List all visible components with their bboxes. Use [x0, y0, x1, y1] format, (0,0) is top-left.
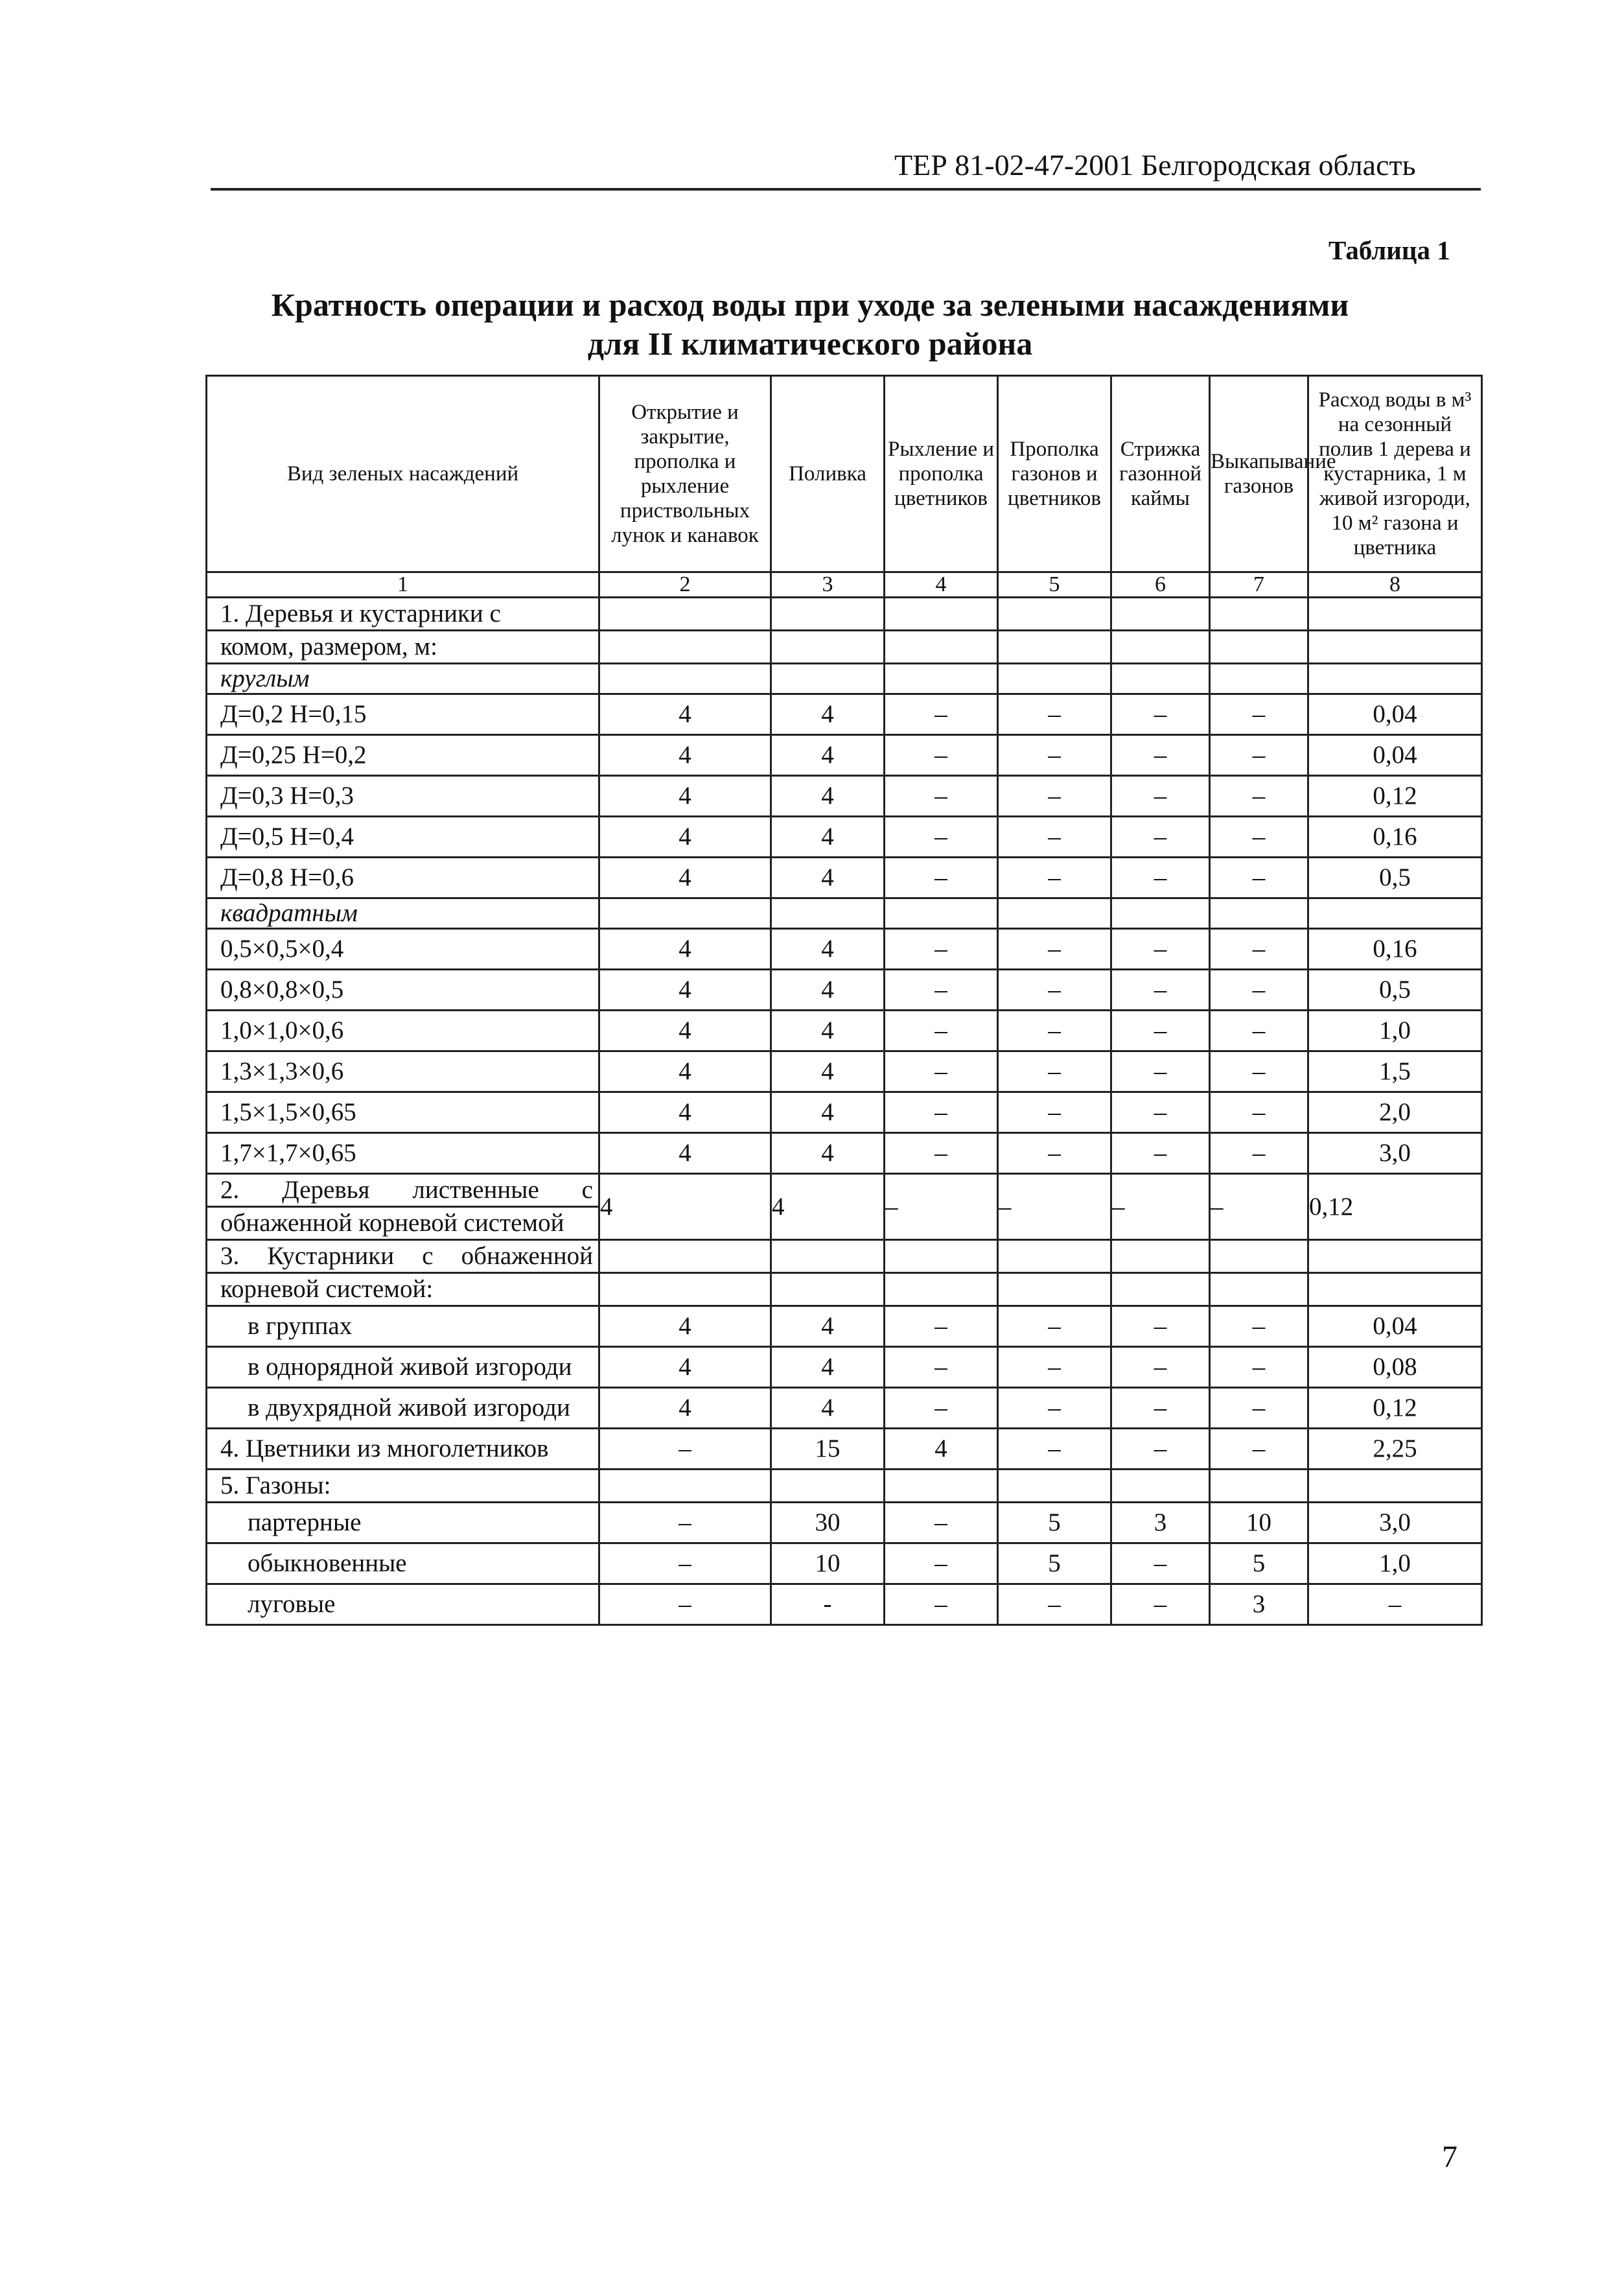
table-title-line1: Кратность операции и расход воды при уходе за зелеными насаждениями — [271, 287, 1349, 323]
table-cell: – — [885, 776, 998, 817]
table-cell: – — [998, 735, 1111, 776]
table-cell: – — [885, 1133, 998, 1174]
table-cell: – — [885, 694, 998, 735]
row-name: Д=0,8 Н=0,6 — [207, 858, 599, 898]
table-cell: 3,0 — [1308, 1133, 1482, 1174]
table-cell: – — [1308, 1584, 1482, 1625]
table-cell: – — [1210, 1388, 1308, 1429]
table-cell: – — [1111, 929, 1210, 970]
table-cell: – — [998, 776, 1111, 817]
table-cell: 0,04 — [1308, 694, 1482, 735]
subsection-row — [207, 898, 1482, 929]
column-header: Выкапывание газонов — [1210, 376, 1308, 572]
section-title: 3. Кустарники с обнаженной — [207, 1240, 599, 1273]
table-cell: – — [1111, 1133, 1210, 1174]
column-number: 4 — [885, 572, 998, 598]
table-cell: – — [998, 1051, 1111, 1092]
section-heading-row — [207, 1470, 1482, 1503]
table-cell: – — [998, 1133, 1111, 1174]
table-cell: – — [1111, 1347, 1210, 1388]
table-cell: 2,25 — [1308, 1429, 1482, 1470]
table-row — [207, 1503, 1482, 1543]
table-cell: – — [998, 1306, 1111, 1347]
table-cell: 4 — [771, 1011, 885, 1051]
column-header: Стрижка газонной каймы — [1111, 376, 1210, 572]
table-cell: 0,04 — [1308, 735, 1482, 776]
table-cell: – — [1210, 929, 1308, 970]
table-cell: 0,5 — [1308, 970, 1482, 1011]
table-row — [207, 1388, 1482, 1429]
table-cell: – — [1111, 1543, 1210, 1584]
column-number: 1 — [207, 572, 599, 598]
operations-table — [205, 375, 1483, 1626]
table-cell: – — [998, 858, 1111, 898]
table-cell: 4 — [599, 1051, 771, 1092]
table-cell: – — [599, 1543, 771, 1584]
table-cell: 4 — [599, 970, 771, 1011]
table-cell: 15 — [771, 1429, 885, 1470]
column-number-row — [207, 572, 1482, 598]
row-name: Д=0,2 Н=0,15 — [207, 694, 599, 735]
table-cell: – — [1111, 1584, 1210, 1625]
table-row — [207, 817, 1482, 858]
table-cell: – — [1111, 1011, 1210, 1051]
table-cell: – — [885, 1092, 998, 1133]
row-name: Д=0,5 Н=0,4 — [207, 817, 599, 858]
column-number: 5 — [998, 572, 1111, 598]
table-row — [207, 1584, 1482, 1625]
table-cell: – — [998, 1429, 1111, 1470]
table-row — [207, 1092, 1482, 1133]
table-cell: – — [1210, 1429, 1308, 1470]
table-cell: 3 — [1111, 1503, 1210, 1543]
table-cell: 4 — [771, 817, 885, 858]
table-row — [207, 1306, 1482, 1347]
table-cell: – — [1111, 735, 1210, 776]
table-cell: – — [1210, 735, 1308, 776]
row-name: 0,5×0,5×0,4 — [207, 929, 599, 970]
table-cell: – — [998, 929, 1111, 970]
table-cell: – — [998, 1388, 1111, 1429]
table-cell: 0,08 — [1308, 1347, 1482, 1388]
table-label: Таблица 1 — [1328, 235, 1450, 265]
table-cell: 0,12 — [1308, 1388, 1482, 1429]
table-cell: – — [998, 1584, 1111, 1625]
table-row — [207, 1174, 1482, 1207]
table-cell: – — [998, 1092, 1111, 1133]
table-cell: – — [1111, 1429, 1210, 1470]
table-cell: 4 — [771, 694, 885, 735]
column-number: 6 — [1111, 572, 1210, 598]
table-cell: – — [1111, 1174, 1210, 1240]
table-cell: – — [1111, 817, 1210, 858]
table-row — [207, 1543, 1482, 1584]
table-cell: – — [1111, 1092, 1210, 1133]
table-cell: 4 — [599, 1174, 771, 1240]
table-cell: – — [998, 694, 1111, 735]
table-cell: 0,16 — [1308, 817, 1482, 858]
table-cell: – — [998, 1011, 1111, 1051]
table-row — [207, 694, 1482, 735]
column-header: Открытие и закрытие, прополка и рыхление приствольных лунок и канавок — [599, 376, 771, 572]
table-cell: 10 — [771, 1543, 885, 1584]
subsection-title: квадратным — [207, 898, 599, 929]
table-cell: 4 — [599, 1347, 771, 1388]
table-cell: – — [1210, 1011, 1308, 1051]
table-cell: – — [1210, 1306, 1308, 1347]
table-cell: – — [1111, 776, 1210, 817]
section-title: 2. Деревья лиственные с — [207, 1174, 599, 1207]
table-cell: 4 — [599, 817, 771, 858]
row-name: 1,7×1,7×0,65 — [207, 1133, 599, 1174]
table-cell: 4 — [599, 1092, 771, 1133]
table-row — [207, 1429, 1482, 1470]
table-cell: 3 — [1210, 1584, 1308, 1625]
table-cell: 4 — [599, 694, 771, 735]
section-title: обнаженной корневой системой — [207, 1207, 599, 1240]
section-heading-row — [207, 631, 1482, 664]
table-cell: 4 — [771, 735, 885, 776]
table-cell: 0,12 — [1308, 776, 1482, 817]
table-cell: – — [885, 1051, 998, 1092]
section-heading-row — [207, 598, 1482, 631]
table-row — [207, 735, 1482, 776]
table-row — [207, 970, 1482, 1011]
table-cell: – — [1210, 1092, 1308, 1133]
table-cell: 4 — [599, 776, 771, 817]
table-row — [207, 776, 1482, 817]
table-cell: 4 — [599, 1011, 771, 1051]
table-cell: – — [1210, 1051, 1308, 1092]
section-title: комом, размером, м: — [207, 631, 599, 664]
table-cell: 0,16 — [1308, 929, 1482, 970]
column-number: 8 — [1308, 572, 1482, 598]
column-number: 2 — [599, 572, 771, 598]
table-cell: – — [998, 817, 1111, 858]
table-cell: – — [1111, 1051, 1210, 1092]
table-cell: 4 — [771, 970, 885, 1011]
column-header: Прополка газонов и цветников — [998, 376, 1111, 572]
column-number: 7 — [1210, 572, 1308, 598]
table-row — [207, 929, 1482, 970]
table-header-row — [207, 376, 1482, 572]
table-cell: 4 — [885, 1429, 998, 1470]
document-code: ТЕР 81-02-47-2001 Белгородская область — [894, 148, 1416, 182]
row-name: в группах — [207, 1306, 599, 1347]
table-cell: 4 — [599, 858, 771, 898]
table-cell: 30 — [771, 1503, 885, 1543]
table-row — [207, 1011, 1482, 1051]
table-cell: 4 — [771, 1174, 885, 1240]
table-row — [207, 858, 1482, 898]
table-cell: – — [885, 817, 998, 858]
table-cell: – — [1210, 1133, 1308, 1174]
row-name: Д=0,3 Н=0,3 — [207, 776, 599, 817]
table-cell: – — [599, 1584, 771, 1625]
table-cell: 4 — [771, 858, 885, 898]
header-rule — [211, 188, 1481, 191]
page-number: 7 — [1442, 2140, 1457, 2174]
table-cell: 4 — [771, 1306, 885, 1347]
table-cell: – — [885, 1306, 998, 1347]
table-cell: – — [885, 970, 998, 1011]
table-cell: 4 — [771, 1133, 885, 1174]
section-title: 1. Деревья и кустарники с — [207, 598, 599, 631]
table-cell: – — [1111, 694, 1210, 735]
table-cell: 4 — [599, 1133, 771, 1174]
table-cell: 4 — [771, 1051, 885, 1092]
table-row — [207, 1133, 1482, 1174]
subsection-row — [207, 664, 1482, 694]
table-cell: 10 — [1210, 1503, 1308, 1543]
table-cell: – — [885, 1347, 998, 1388]
table-cell: 4 — [771, 776, 885, 817]
table-cell: – — [1111, 858, 1210, 898]
table-cell: – — [1111, 970, 1210, 1011]
table-cell: - — [771, 1584, 885, 1625]
column-header: Рыхление и прополка цветников — [885, 376, 998, 572]
row-name: 0,8×0,8×0,5 — [207, 970, 599, 1011]
row-name: Д=0,25 Н=0,2 — [207, 735, 599, 776]
table-cell: – — [1210, 817, 1308, 858]
table-cell: – — [1210, 1174, 1308, 1240]
table-cell: 2,0 — [1308, 1092, 1482, 1133]
table-cell: – — [998, 1174, 1111, 1240]
row-name: в однорядной живой изгороди — [207, 1347, 599, 1388]
table-cell: – — [998, 970, 1111, 1011]
table-cell: 5 — [998, 1503, 1111, 1543]
row-name: в двухрядной живой изгороди — [207, 1388, 599, 1429]
table-row — [207, 1051, 1482, 1092]
table-cell: 5 — [998, 1543, 1111, 1584]
table-row — [207, 1347, 1482, 1388]
table-cell: – — [885, 1503, 998, 1543]
table-cell: – — [885, 1011, 998, 1051]
table-cell: – — [885, 1388, 998, 1429]
row-name: 1,0×1,0×0,6 — [207, 1011, 599, 1051]
table-cell: – — [885, 1174, 998, 1240]
row-name: 1,5×1,5×0,65 — [207, 1092, 599, 1133]
table-cell: – — [1210, 858, 1308, 898]
table-cell: 4 — [771, 929, 885, 970]
column-header: Поливка — [771, 376, 885, 572]
table-cell: – — [998, 1347, 1111, 1388]
row-name: луговые — [207, 1584, 599, 1625]
table-cell: 1,0 — [1308, 1011, 1482, 1051]
table-cell: – — [1210, 970, 1308, 1011]
row-name: 1,3×1,3×0,6 — [207, 1051, 599, 1092]
table-cell: – — [1210, 1347, 1308, 1388]
table-cell: 4 — [599, 1306, 771, 1347]
table-cell: – — [1111, 1306, 1210, 1347]
table-cell: 4 — [599, 1388, 771, 1429]
table-cell: 0,04 — [1308, 1306, 1482, 1347]
table-cell: – — [885, 735, 998, 776]
table-cell: – — [885, 1543, 998, 1584]
column-header: Расход воды в м³ на сезонный полив 1 дерева и кустарника, 1 м живой изгороди, 10 м² газона и цветника — [1308, 376, 1482, 572]
table-cell: 3,0 — [1308, 1503, 1482, 1543]
table-cell: 0,12 — [1308, 1174, 1482, 1240]
table-title-line2: для II климатического района — [587, 325, 1033, 362]
table-cell: 4 — [599, 929, 771, 970]
table-cell: 0,5 — [1308, 858, 1482, 898]
table-cell: – — [599, 1429, 771, 1470]
column-number: 3 — [771, 572, 885, 598]
table-cell: – — [1210, 694, 1308, 735]
table-cell: 1,0 — [1308, 1543, 1482, 1584]
table-cell: – — [885, 929, 998, 970]
table-cell: 1,5 — [1308, 1051, 1482, 1092]
row-name: партерные — [207, 1503, 599, 1543]
section-title: 5. Газоны: — [207, 1470, 599, 1503]
table-cell: – — [599, 1503, 771, 1543]
row-name: обыкновенные — [207, 1543, 599, 1584]
table-cell: 5 — [1210, 1543, 1308, 1584]
section-heading-row — [207, 1273, 1482, 1306]
column-header: Вид зеленых насаждений — [207, 376, 599, 572]
subsection-title: круглым — [207, 664, 599, 694]
table-cell: – — [1210, 776, 1308, 817]
row-name: 4. Цветники из многолетников — [207, 1429, 599, 1470]
table-cell: 4 — [771, 1347, 885, 1388]
table-cell: 4 — [771, 1388, 885, 1429]
table-cell: – — [885, 858, 998, 898]
table-cell: – — [885, 1584, 998, 1625]
section-heading-row — [207, 1240, 1482, 1273]
table-cell: 4 — [771, 1092, 885, 1133]
table-cell: 4 — [599, 735, 771, 776]
table-cell: – — [1111, 1388, 1210, 1429]
section-title: корневой системой: — [207, 1273, 599, 1306]
